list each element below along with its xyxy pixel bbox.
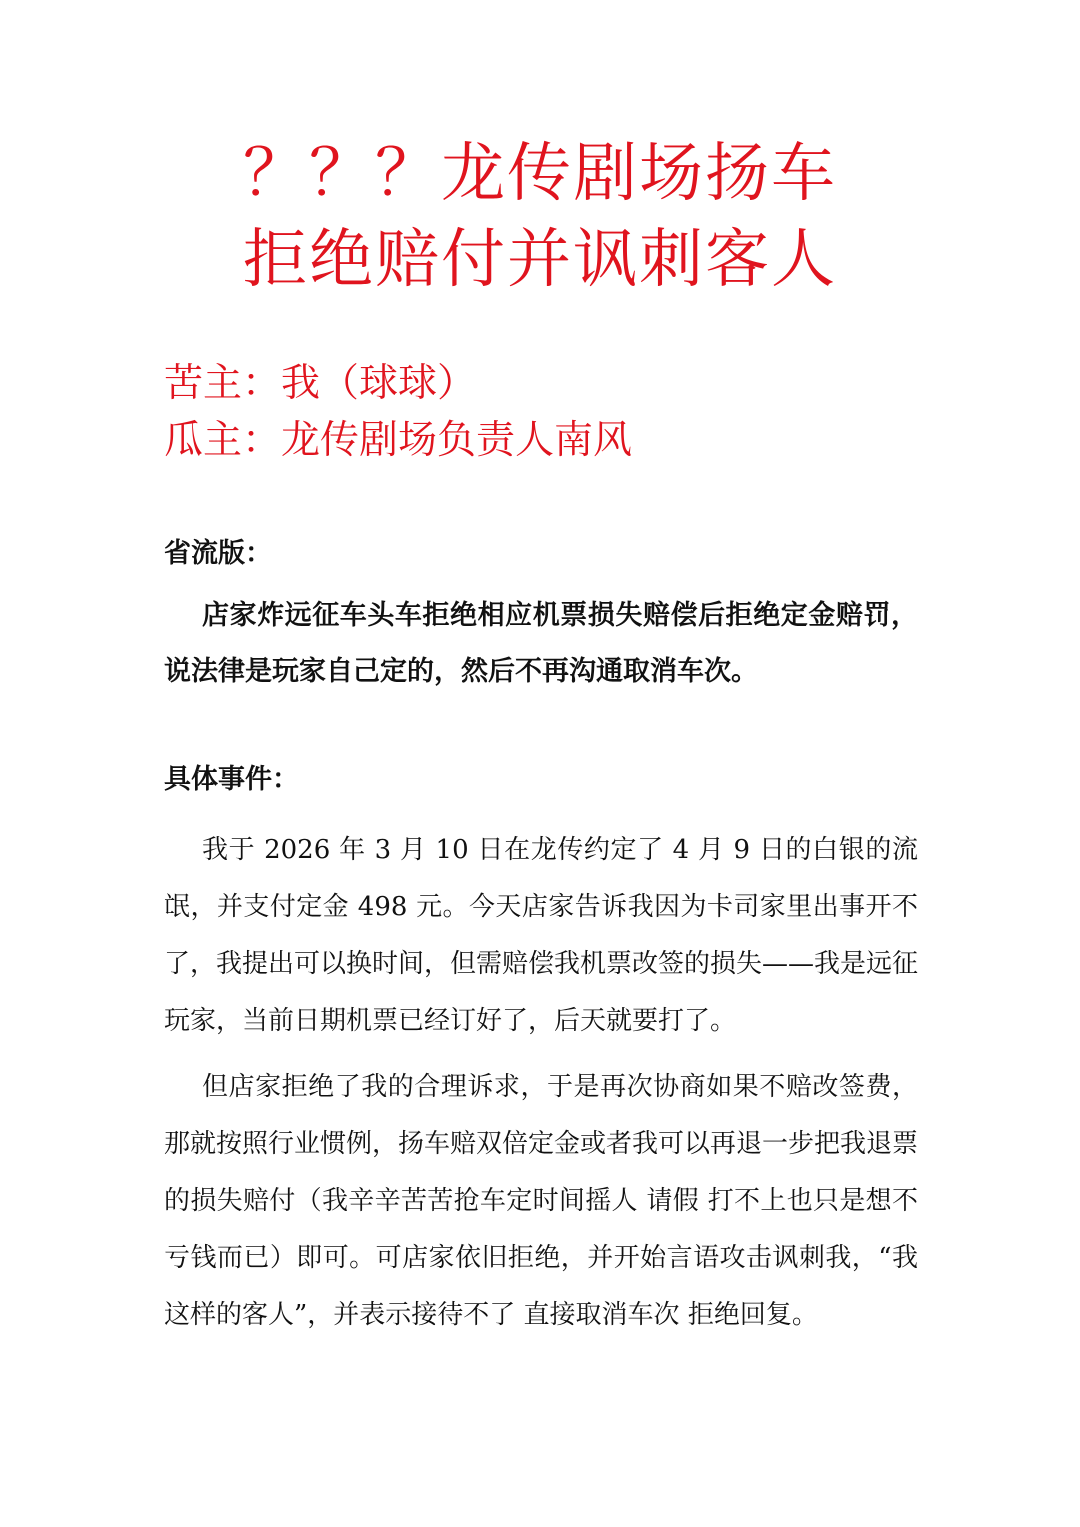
summary-heading: 省流版： <box>164 538 272 569</box>
details-heading: 具体事件： <box>164 764 299 795</box>
title-line-2: 拒绝赔付并讽刺客人 <box>243 223 837 297</box>
details-paragraph-2: 但店家拒绝了我的合理诉求，于是再次协商如果不赔改签费，那就按照行业惯例，扬车赔双倍定金或者我可以再退一步把我退票的损失赔付（我辛辛苦苦抢车定时间摇人 请假 打不上也只是想不亏钱而已）即可。可店家依旧拒绝，并开始言语攻击讽刺我，“我这样的客人”，并表示接待不了 直接取消车次 拒绝回复。 <box>164 1072 919 1330</box>
title-line-1: ？？？龙传剧场扬车 <box>243 137 837 211</box>
details-paragraph-1: 我于 2026 年 3 月 10 日在龙传约定了 4 月 9 日的白银的流氓，并支付定金 498 元。今天店家告诉我因为卡司家里出事开不了，我提出可以换时间，但需赔偿我机票改签的损失——我是远征玩家，当前日期机票已经订好了，后天就要打了。 <box>164 835 919 1036</box>
victim-line: 苦主：我（球球） <box>164 361 477 406</box>
counterpart-line: 瓜主：龙传剧场负责人南风 <box>164 418 633 463</box>
summary-paragraph: 店家炸远征车头车拒绝相应机票损失赔偿后拒绝定金赔罚，说法律是玩家自己定的，然后不再沟通取消车次。 <box>164 600 918 687</box>
